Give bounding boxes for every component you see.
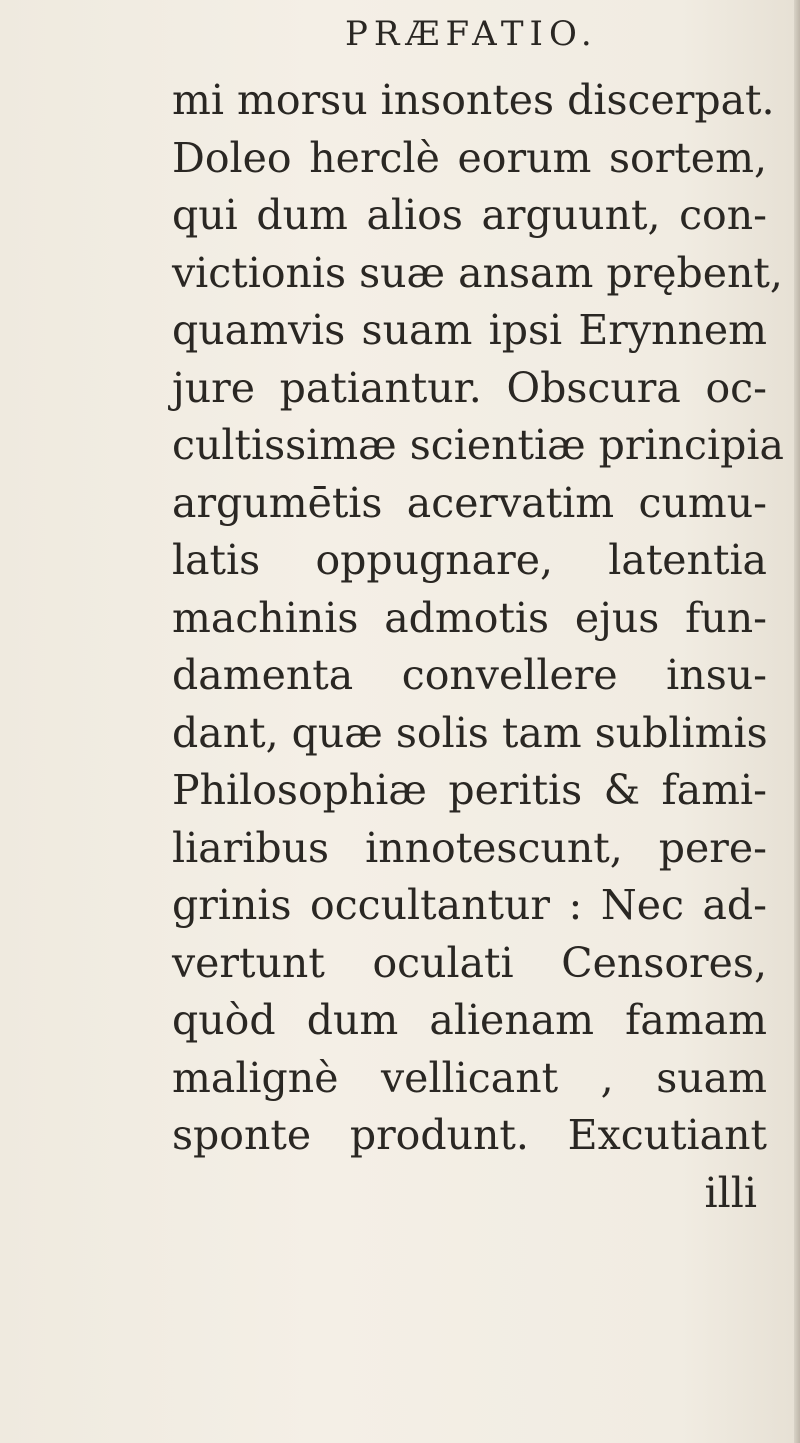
text-line: damenta convellere insu-	[172, 651, 767, 699]
text-line: jure patiantur. Obscura oc-	[172, 363, 767, 412]
text-line: dant, quæ solis tam sublimis	[172, 708, 768, 757]
text-line: latis oppugnare, latentia	[172, 536, 767, 584]
text-line: cultissimæ scientiæ principia	[172, 421, 784, 469]
text-line: Philosophiæ peritis & fami-	[172, 766, 767, 814]
text-line: sponte produnt. Excutiant	[172, 1111, 767, 1159]
text-line: machinis admotis ejus fun-	[172, 593, 767, 642]
running-header: PRÆFATIO.	[345, 14, 598, 54]
text-line: grinis occultantur : Nec ad-	[172, 881, 767, 929]
text-line: argumētis acervatim cumu-	[172, 478, 767, 527]
page-edge	[794, 0, 800, 1443]
text-line: mi morsu insontes discerpat.	[172, 76, 775, 124]
text-line: victionis suæ ansam prębent,	[172, 248, 783, 297]
text-line: qui dum alios arguunt, con-	[172, 191, 767, 239]
text-line: Doleo herclè eorum sortem,	[172, 133, 767, 182]
text-line: vertunt oculati Censores,	[172, 938, 767, 987]
body-text	[172, 72, 784, 1222]
text-line: malignè vellicant , suam	[172, 1053, 767, 1102]
text-line: liaribus innotescunt, pere-	[172, 823, 767, 872]
text-line: quòd dum alienam famam	[172, 996, 767, 1044]
text-line: quamvis suam ipsi Erynnem	[172, 306, 767, 354]
catchword: illi	[704, 1168, 757, 1217]
